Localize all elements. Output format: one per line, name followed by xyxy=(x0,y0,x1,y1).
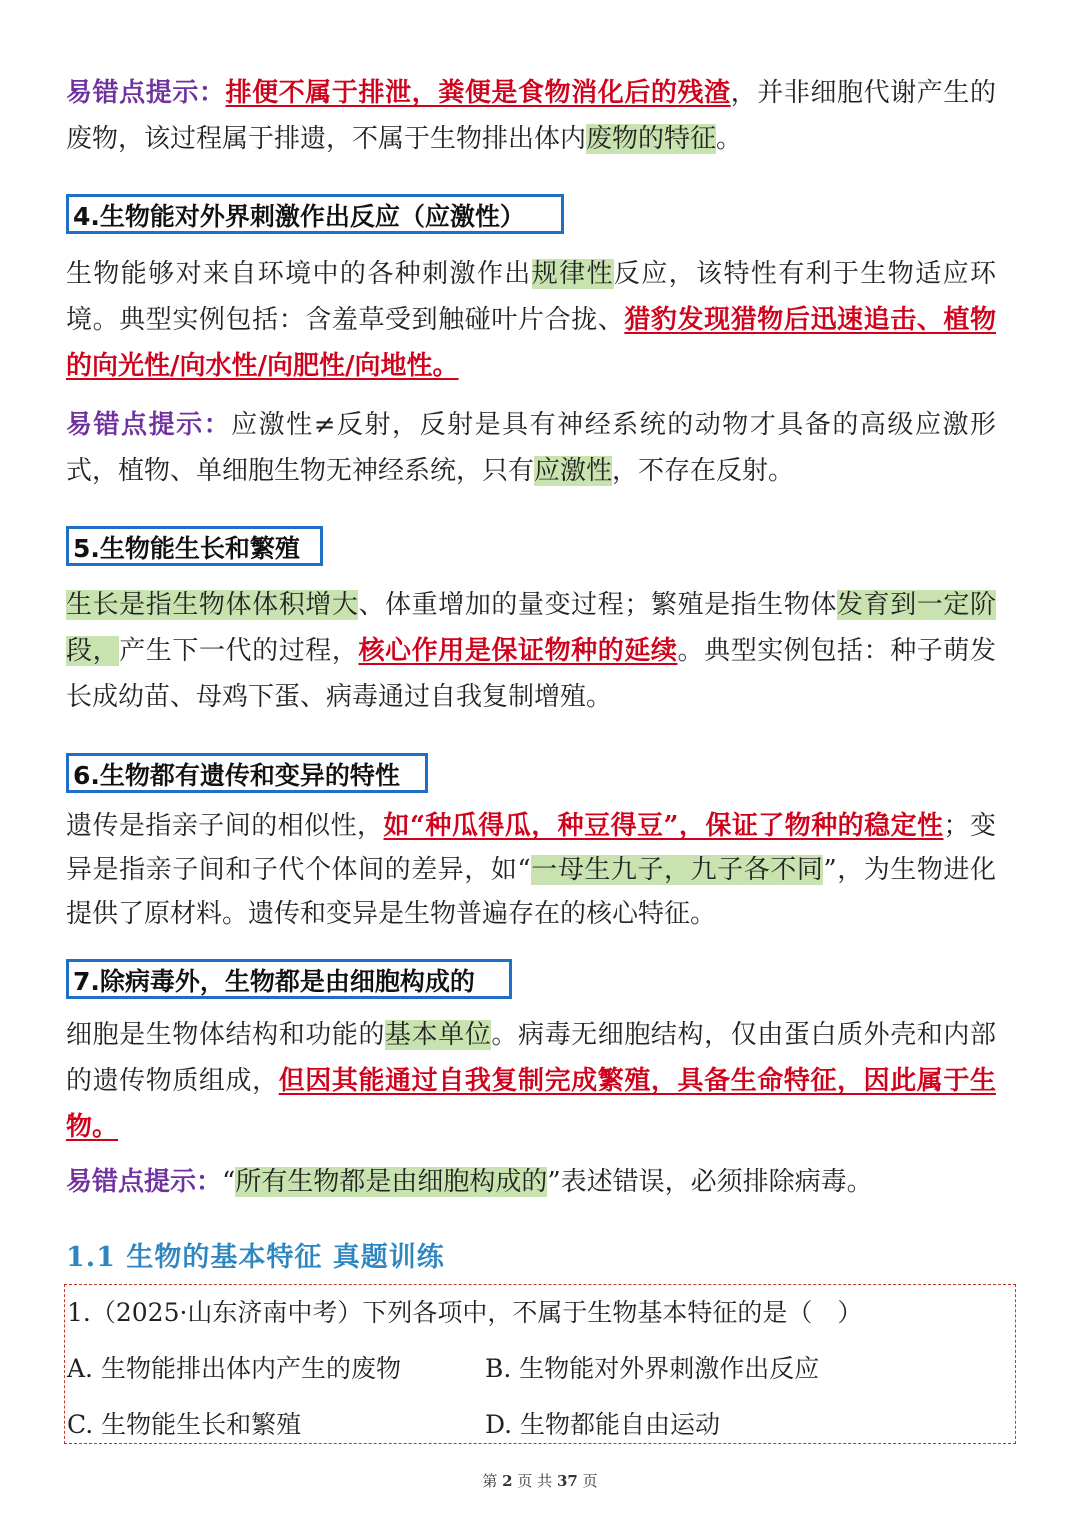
quiz-option-a[interactable]: A. 生物能排出体内产生的废物 xyxy=(67,1354,401,1383)
footer-text: 页 xyxy=(582,1472,598,1490)
tip-label: 易错点提示： xyxy=(66,1167,223,1197)
body-text: 生物能够对来自环境中的各种刺激作出 xyxy=(66,259,532,289)
highlight: 基本单位 xyxy=(385,1020,492,1050)
section-4-paragraph xyxy=(66,251,996,389)
page-footer xyxy=(0,1470,1080,1491)
practice-section-title: 1.1 生物的基本特征 真题训练 xyxy=(66,1242,445,1273)
section-heading-6 xyxy=(66,753,428,793)
key-point-red: 但因其能通过自我复制完成繁殖，具备生命特征，因此属于生物。 xyxy=(66,1066,996,1142)
body-text: “ xyxy=(222,1167,236,1197)
body-text: 。病毒无细胞结构，仅由蛋白质外壳和内部的遗传物质组成， xyxy=(66,1020,996,1096)
body-text: 遗传是指亲子间的相似性， xyxy=(66,811,384,841)
tip-label: 易错点提示： xyxy=(66,410,232,440)
section-heading-5 xyxy=(66,526,323,566)
highlight: 发育到一定阶段， xyxy=(66,590,996,666)
tip-paragraph xyxy=(66,1159,996,1205)
highlight: 废物的特征 xyxy=(586,124,717,154)
quiz-option-b[interactable]: B. 生物能对外界刺激作出反应 xyxy=(485,1354,820,1383)
body-text: 。 xyxy=(716,124,743,154)
footer-text: 页 共 xyxy=(517,1472,553,1490)
section-heading-text: 6.生物都有遗传和变异的特性 xyxy=(73,761,400,790)
body-text: ”，为生物进化提供了原材料。遗传和变异是生物普遍存在的核心特征。 xyxy=(66,855,996,929)
key-point-red: 猎豹发现猎物后迅速追击、植物的向光性/向水性/向肥性/向地性。 xyxy=(66,305,996,381)
tip-paragraph xyxy=(66,402,996,494)
quiz-box xyxy=(64,1284,1016,1444)
tip-label: 易错点提示： xyxy=(66,78,226,108)
section-7-paragraph xyxy=(66,1012,996,1150)
quiz-option-d[interactable]: D. 生物都能自由运动 xyxy=(485,1410,721,1439)
section-heading-text: 5.生物能生长和繁殖 xyxy=(73,534,300,563)
section-5-paragraph xyxy=(66,582,996,720)
highlight: 生长是指生物体体积增大 xyxy=(66,590,359,620)
highlight: 所有生物都是由细胞构成的 xyxy=(235,1167,548,1197)
body-text: ；变异是指亲子间和子代个体间的差异，如“ xyxy=(66,811,996,885)
body-text: 产生下一代的过程， xyxy=(119,636,359,666)
body-text: 反应，该特性有利于生物适应环境。典型实例包括：含羞草受到触碰叶片合拢、 xyxy=(66,259,996,335)
section-heading-4 xyxy=(66,194,564,234)
key-point-red: 如“种瓜得瓜，种豆得豆”，保证了物种的稳定性 xyxy=(383,811,944,841)
key-point-red: 核心作用是保证物种的延续 xyxy=(358,636,678,666)
page-number: 2 xyxy=(502,1472,513,1490)
section-heading-7 xyxy=(66,959,512,999)
section-heading-text: 4.生物能对外界刺激作出反应（应激性） xyxy=(73,202,525,231)
footer-text: 第 xyxy=(482,1472,498,1490)
highlight: 一母生九子，九子各不同 xyxy=(530,855,824,885)
key-point-red: 排便不属于排泄，粪便是食物消化后的残渣 xyxy=(225,78,731,108)
quiz-option-c[interactable]: C. 生物能生长和繁殖 xyxy=(67,1410,302,1439)
body-text: ”表述错误，必须排除病毒。 xyxy=(547,1167,873,1197)
body-text: ，不存在反射。 xyxy=(612,456,795,486)
section-6-paragraph xyxy=(66,804,996,936)
body-text: ，并非细胞代谢产生的废物，该过程属于排遗，不属于生物排出体内 xyxy=(66,78,996,154)
highlight: 规律性 xyxy=(531,259,614,289)
body-text: 细胞是生物体结构和功能的 xyxy=(66,1020,386,1050)
quiz-question: 1.（2025·山东济南中考）下列各项中，不属于生物基本特征的是（ ） xyxy=(67,1298,863,1327)
body-text: 。典型实例包括：种子萌发长成幼苗、母鸡下蛋、病毒通过自我复制增殖。 xyxy=(66,636,996,712)
page-total: 37 xyxy=(556,1472,578,1490)
tip-paragraph xyxy=(66,70,996,162)
highlight: 应激性 xyxy=(534,456,613,486)
body-text: 、体重增加的量变过程；繁殖是指生物体 xyxy=(358,590,838,620)
section-heading-text: 7.除病毒外，生物都是由细胞构成的 xyxy=(73,967,475,996)
body-text: 应激性≠反射，反射是具有神经系统的动物才具备的高级应激形式，植物、单细胞生物无神经系统，只有 xyxy=(66,410,996,486)
